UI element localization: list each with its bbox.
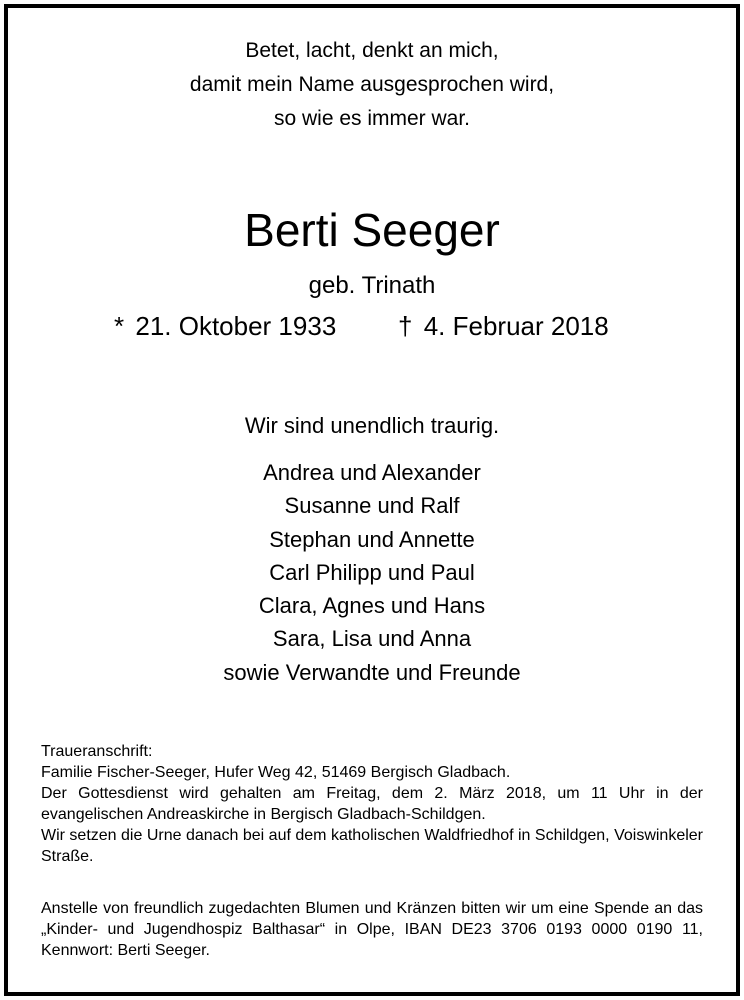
death-date-group bbox=[398, 308, 609, 344]
sentiment-line: Wir sind unendlich traurig. bbox=[244, 413, 500, 438]
death-date: 4. Februar 2018 bbox=[423, 311, 609, 341]
poem-line: damit mein Name ausgesprochen wird, bbox=[189, 73, 555, 96]
mourner-entry: Clara, Agnes und Hans bbox=[258, 593, 486, 619]
mourner-entry: Andrea und Alexander bbox=[263, 460, 481, 485]
deceased-name: Berti Seeger bbox=[244, 204, 500, 256]
poem-line: so wie es immer war. bbox=[273, 107, 471, 130]
death-cross-icon: † bbox=[398, 311, 413, 341]
service-info: Der Gottesdienst wird gehalten am Freitag, dem 2. März 2018, um 11 Uhr in der evangelischen Andreaskirche in Bergisch Gladbach-Schildgen. bbox=[41, 785, 703, 823]
maiden-name: geb. Trinath bbox=[308, 272, 436, 299]
birth-date: 21. Oktober 1933 bbox=[135, 311, 337, 341]
donation-request: Anstelle von freundlich zugedachten Blumen und Kränzen bitten wir um eine Spende an das „Kinder- und Jugendhospiz Balthasar“ in Olpe, IBAN DE23 3706 0193 0000 0190 11, Kennwort: Berti Seeger. bbox=[41, 900, 703, 959]
mourner-entry: Susanne und Ralf bbox=[284, 493, 460, 519]
address-label: Traueranschrift: bbox=[41, 743, 153, 760]
mourning-address: Familie Fischer-Seeger, Hufer Weg 42, 51469 Bergisch Gladbach. bbox=[41, 764, 511, 781]
mourner-entry: Stephan und Annette bbox=[269, 526, 475, 552]
birth-star-icon: * bbox=[114, 311, 125, 341]
poem-line: Betet, lacht, denkt an mich, bbox=[245, 39, 499, 62]
life-dates bbox=[0, 308, 744, 344]
funeral-details bbox=[41, 741, 703, 867]
birth-date-group bbox=[114, 308, 336, 344]
burial-info: Wir setzen die Urne danach bei auf dem katholischen Waldfriedhof in Schildgen, Voiswinkeler Straße. bbox=[41, 827, 703, 865]
poem bbox=[0, 34, 744, 136]
mourner-entry: sowie Verwandte und Freunde bbox=[223, 659, 521, 685]
mourner-entry: Sara, Lisa und Anna bbox=[272, 626, 472, 652]
mourner-entry: Carl Philipp und Paul bbox=[269, 559, 475, 585]
mourners-list bbox=[0, 456, 744, 689]
